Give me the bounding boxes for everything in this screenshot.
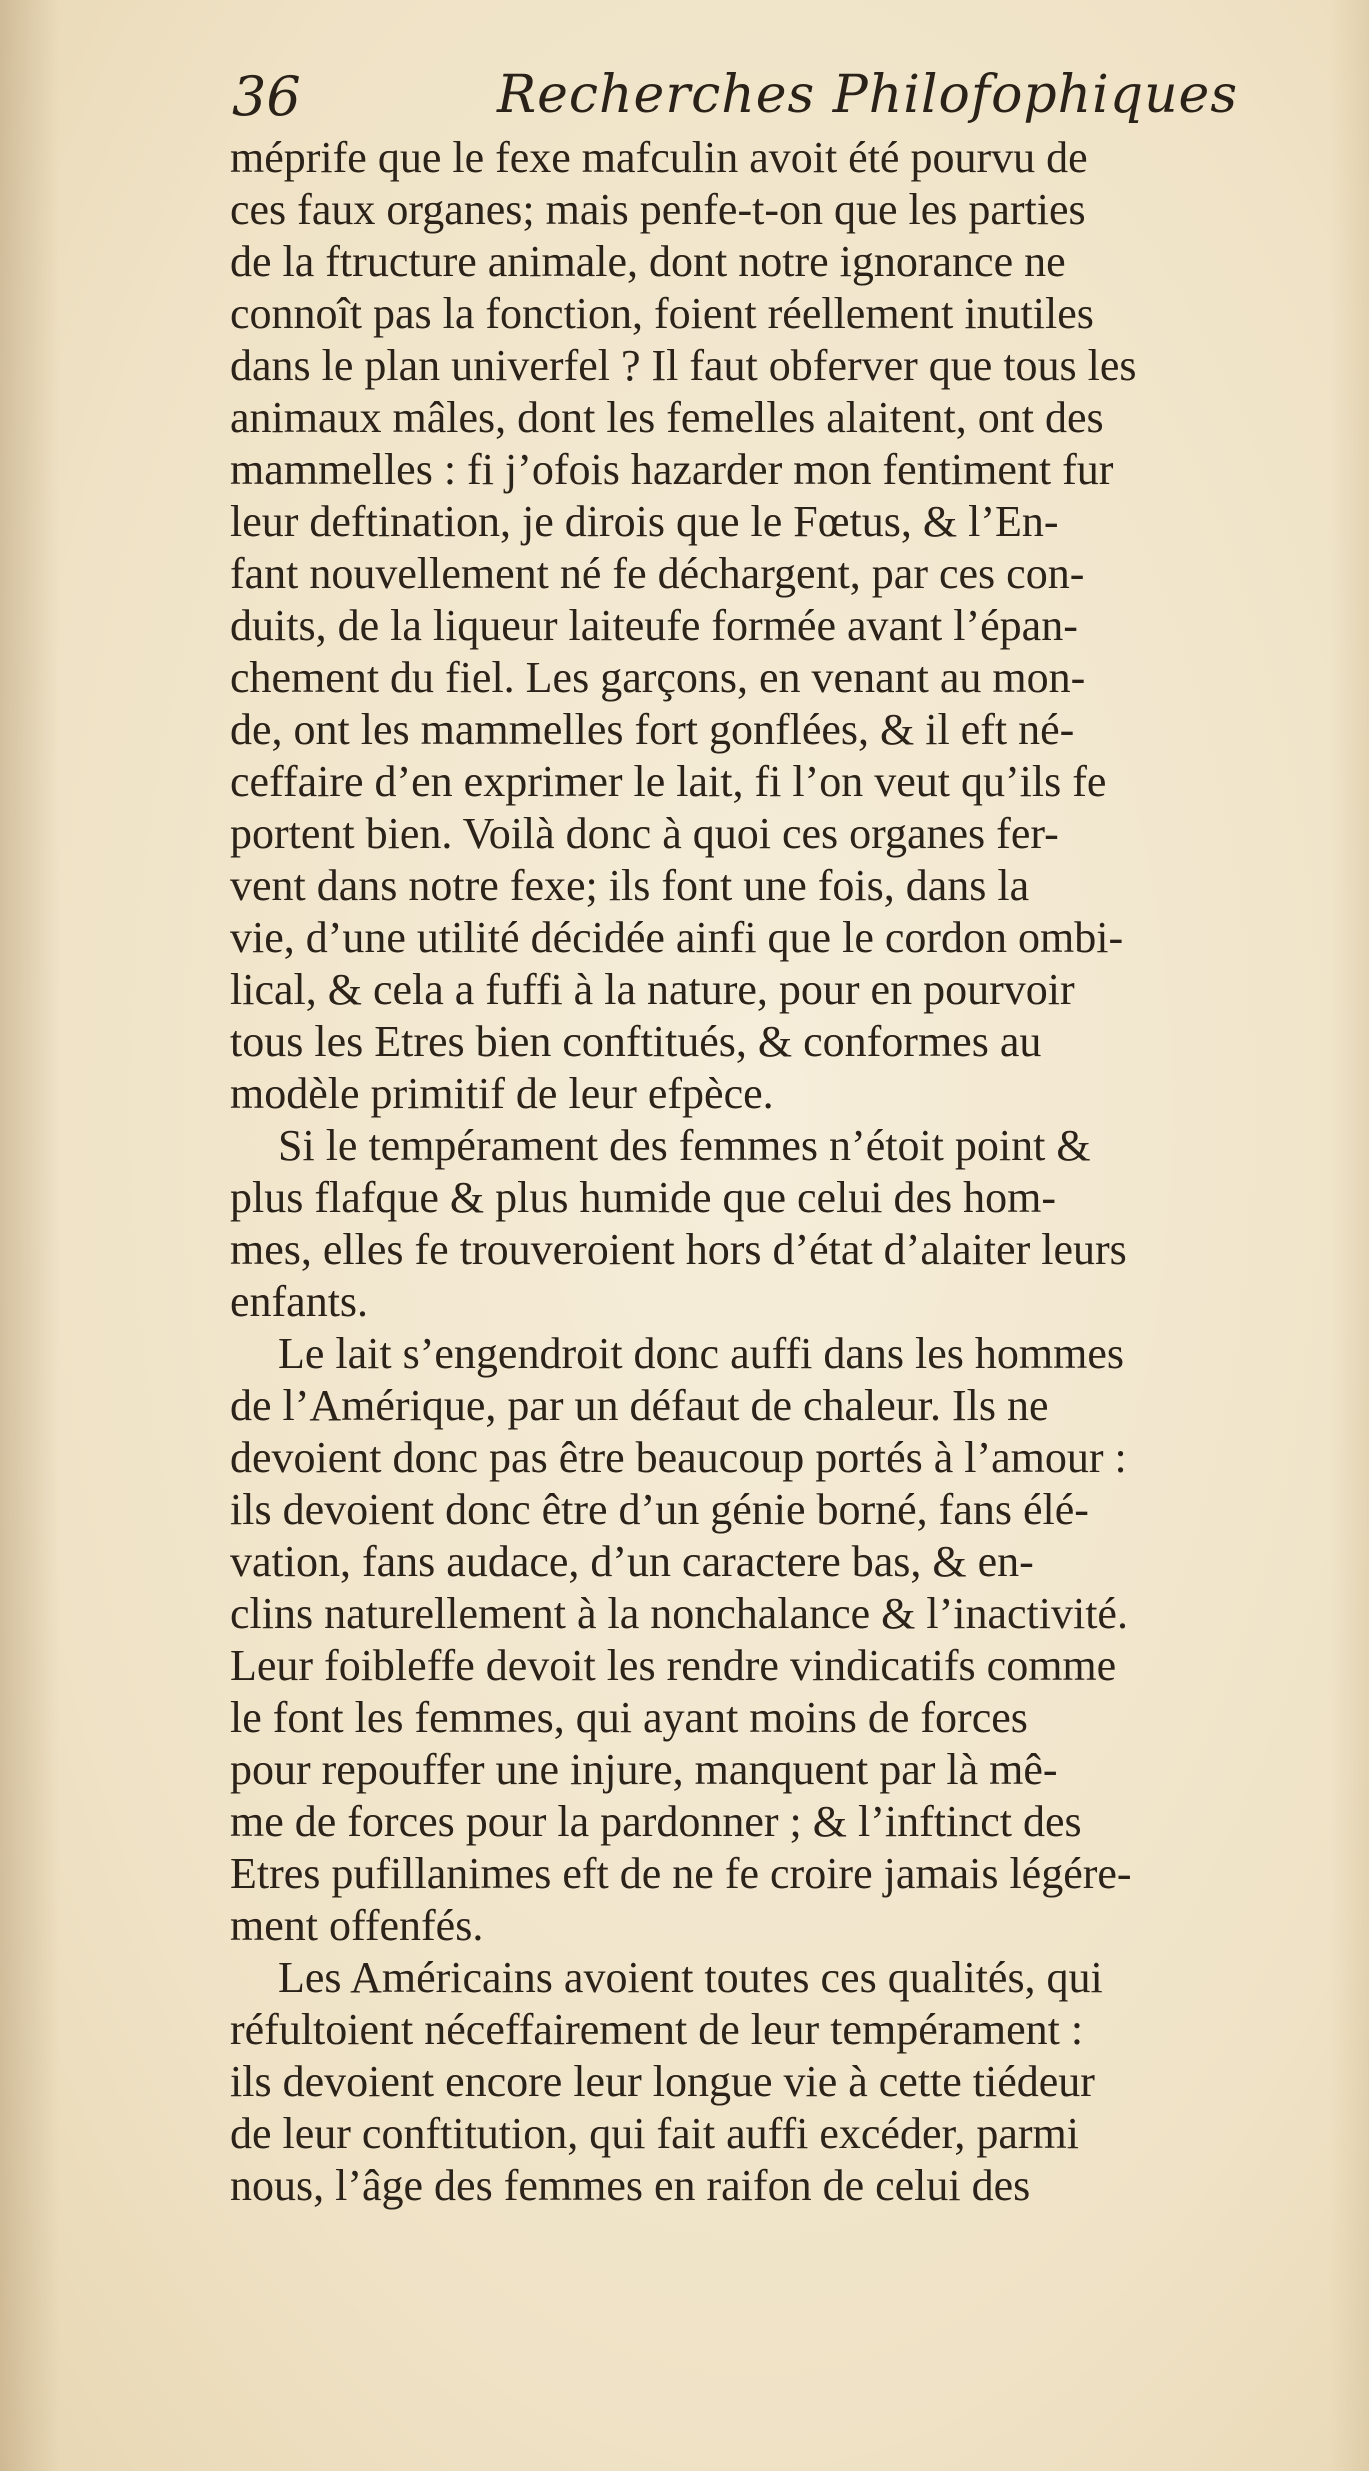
text-line: ils devoient donc être d’un génie borné, fans élé- — [230, 1485, 1089, 1534]
text-line: vent dans notre fexe; ils font une fois, dans la — [230, 861, 1030, 910]
text-line: animaux mâles, dont les femelles alaitent, ont des — [230, 393, 1104, 442]
text-line: méprife que le fexe mafculin avoit été pourvu de — [230, 133, 1088, 182]
text-line: devoient donc pas être beaucoup portés à l’amour : — [230, 1433, 1127, 1482]
paragraph-start-line: Le lait s’engendroit donc auffi dans les hommes — [278, 1329, 1124, 1378]
text-line: leur deftination, je dirois que le Fœtus, & l’En- — [230, 497, 1059, 546]
body-text — [230, 132, 1369, 2212]
text-line: réfultoient néceffairement de leur tempérament : — [230, 2005, 1084, 2054]
text-line: ceffaire d’en exprimer le lait, fi l’on veut qu’ils fe — [230, 757, 1107, 806]
text-line: nous, l’âge des femmes en raifon de celui des — [230, 2161, 1031, 2210]
text-line: portent bien. Voilà donc à quoi ces organes fer- — [230, 809, 1059, 858]
text-line: de, ont les mammelles fort gonflées, & il eft né- — [230, 705, 1075, 754]
spine-shadow — [0, 0, 60, 2471]
text-line: mammelles : fi j’ofois hazarder mon fentiment fur — [230, 445, 1114, 494]
text-line: Etres pufillanimes eft de ne fe croire jamais légére- — [230, 1849, 1132, 1898]
text-line: vation, fans audace, d’un caractere bas, & en- — [230, 1537, 1034, 1586]
text-line: clins naturellement à la nonchalance & l’inactivité. — [230, 1589, 1128, 1638]
text-line: dans le plan univerfel ? Il faut obferver que tous les — [230, 341, 1137, 390]
text-line: Leur foibleffe devoit les rendre vindicatifs comme — [230, 1641, 1117, 1690]
page-number: 36 — [232, 65, 301, 128]
text-line: pour repouffer une injure, manquent par là mê- — [230, 1745, 1058, 1794]
text-line: connoît pas la fonction, foient réellement inutiles — [230, 289, 1094, 338]
text-line: me de forces pour la pardonner ; & l’inftinct des — [230, 1797, 1082, 1846]
text-line: de la ftructure animale, dont notre ignorance ne — [230, 237, 1066, 286]
text-line: ils devoient encore leur longue vie à cette tiédeur — [230, 2057, 1095, 2106]
paragraph-start-line: Les Américains avoient toutes ces qualités, qui — [278, 1953, 1103, 2002]
page-header — [232, 55, 1282, 135]
text-line: vie, d’une utilité décidée ainfi que le cordon ombi- — [230, 913, 1124, 962]
text-line: mes, elles fe trouveroient hors d’état d’alaiter leurs — [230, 1225, 1127, 1274]
text-line: fant nouvellement né fe déchargent, par ces con- — [230, 549, 1085, 598]
text-line: tous les Etres bien conftitués, & conformes au — [230, 1017, 1042, 1066]
text-line: lical, & cela a fuffi à la nature, pour en pourvoir — [230, 965, 1075, 1014]
text-line: de leur conftitution, qui fait auffi excéder, parmi — [230, 2109, 1079, 2158]
text-line: duits, de la liqueur laiteufe formée avant l’épan- — [230, 601, 1078, 650]
running-title: Recherches Philofophiques — [497, 65, 1239, 125]
text-line: ment offenfés. — [230, 1901, 484, 1950]
text-line: enfants. — [230, 1277, 369, 1326]
text-line: chement du fiel. Les garçons, en venant au mon- — [230, 653, 1086, 702]
text-line: plus flafque & plus humide que celui des hom- — [230, 1173, 1057, 1222]
text-line: le font les femmes, qui ayant moins de forces — [230, 1693, 1028, 1742]
text-line: modèle primitif de leur efpèce. — [230, 1069, 774, 1118]
text-line: de l’Amérique, par un défaut de chaleur. Ils ne — [230, 1381, 1049, 1430]
paragraph-start-line: Si le tempérament des femmes n’étoit point & — [278, 1121, 1091, 1170]
text-line: ces faux organes; mais penfe-t-on que les parties — [230, 185, 1086, 234]
